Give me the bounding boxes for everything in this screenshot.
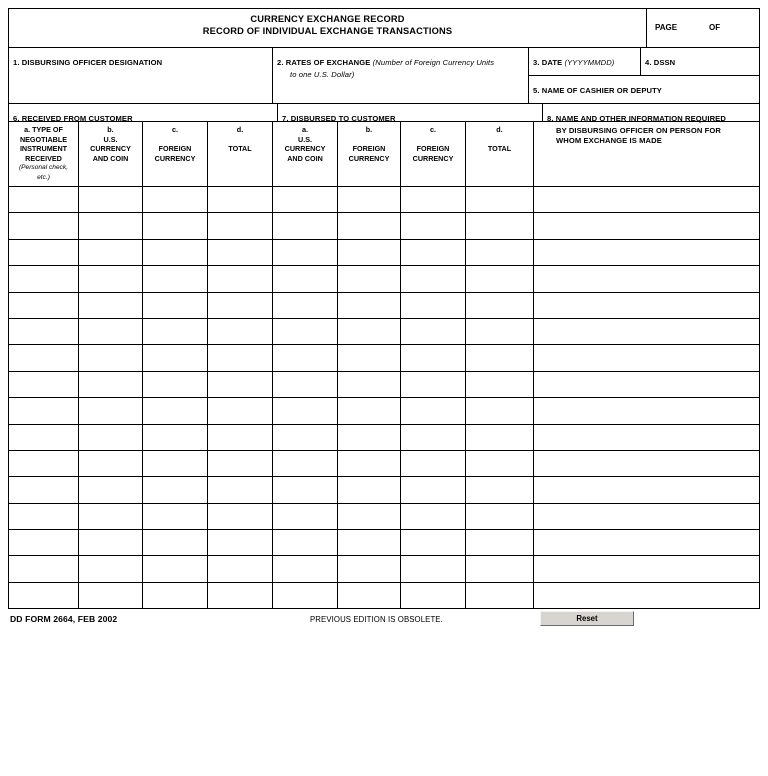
cell-received_foreign[interactable] (143, 372, 208, 397)
cell-received_type[interactable] (9, 240, 79, 265)
column-header-received-type (9, 122, 79, 186)
cell-received_total[interactable] (208, 583, 273, 608)
section-7-disbursed-to-customer (278, 104, 543, 121)
cell-received_total[interactable] (208, 425, 273, 450)
cell-received_us[interactable] (79, 372, 143, 397)
cell-person_info[interactable] (534, 213, 759, 238)
column-header-disbursed-us-currency (273, 122, 338, 186)
column-header-line: FOREIGN (416, 144, 450, 154)
cell-received_foreign[interactable] (143, 530, 208, 555)
cell-disbursed_foreign1[interactable] (338, 504, 401, 529)
blocks-3-4-row (529, 48, 759, 76)
table-row (9, 293, 759, 319)
field-disbursing-officer-designation[interactable] (9, 48, 273, 103)
cell-disbursed_foreign1[interactable] (338, 398, 401, 423)
cell-disbursed_total[interactable] (466, 266, 534, 291)
cell-person_info[interactable] (534, 504, 759, 529)
cell-disbursed_us[interactable] (273, 530, 338, 555)
cell-disbursed_total[interactable] (466, 477, 534, 502)
previous-edition-note: PREVIOUS EDITION IS OBSOLETE. (310, 615, 443, 625)
cell-disbursed_us[interactable] (273, 266, 338, 291)
block-2-number: 2. (277, 58, 284, 67)
section-8-person-information (543, 104, 759, 145)
cell-person_info[interactable] (534, 319, 759, 344)
cell-disbursed_total[interactable] (466, 504, 534, 529)
cell-received_us[interactable] (79, 477, 143, 502)
page-of-cell[interactable] (647, 9, 759, 47)
cell-received_type[interactable] (9, 213, 79, 238)
block-4-number: 4. (645, 58, 652, 67)
column-letter-a1: a. (24, 125, 31, 134)
cell-received_type[interactable] (9, 530, 79, 555)
form-title-line-2: RECORD OF INDIVIDUAL EXCHANGE TRANSACTIONS (202, 26, 453, 36)
cell-disbursed_foreign2[interactable] (401, 240, 466, 265)
table-row (9, 451, 759, 477)
cell-received_us[interactable] (79, 504, 143, 529)
cell-disbursed_total[interactable] (466, 556, 534, 581)
column-letter-d1: d. (236, 125, 244, 134)
cell-disbursed_foreign1[interactable] (338, 556, 401, 581)
cell-received_foreign[interactable] (143, 266, 208, 291)
table-row (9, 345, 759, 371)
cell-received_total[interactable] (208, 504, 273, 529)
cell-disbursed_foreign1[interactable] (338, 293, 401, 318)
cell-disbursed_total[interactable] (466, 451, 534, 476)
column-header-paren-line-1: (Personal check, (18, 164, 69, 172)
cell-disbursed_foreign2[interactable] (401, 398, 466, 423)
cell-received_foreign[interactable] (143, 240, 208, 265)
cell-received_total[interactable] (208, 556, 273, 581)
column-header-band (9, 122, 759, 187)
cell-received_total[interactable] (208, 372, 273, 397)
blocks-3-4-5-group (529, 48, 759, 103)
block-5-number: 5. (533, 86, 540, 95)
block-8-number: 8. (547, 114, 554, 123)
block-6-label: RECEIVED FROM CUSTOMER (21, 114, 133, 123)
cell-person_info[interactable] (534, 398, 759, 423)
cell-received_us[interactable] (79, 293, 143, 318)
cell-disbursed_us[interactable] (273, 451, 338, 476)
cell-received_us[interactable] (79, 583, 143, 608)
cell-person_info[interactable] (534, 425, 759, 450)
cell-received_type[interactable] (9, 583, 79, 608)
block-2-label: RATES OF EXCHANGE (285, 58, 371, 67)
cell-disbursed_us[interactable] (273, 345, 338, 370)
table-row (9, 240, 759, 266)
column-letter-c1: c. (172, 125, 178, 134)
block-3-hint: (YYYYMMDD) (564, 58, 615, 67)
cell-disbursed_us[interactable] (273, 187, 338, 212)
cell-disbursed_total[interactable] (466, 583, 534, 608)
cell-disbursed_foreign2[interactable] (401, 425, 466, 450)
cell-received_total[interactable] (208, 319, 273, 344)
cell-received_total[interactable] (208, 530, 273, 555)
table-row (9, 266, 759, 292)
table-row (9, 504, 759, 530)
page-label: PAGE (655, 23, 678, 32)
cell-disbursed_us[interactable] (273, 556, 338, 581)
cell-disbursed_foreign2[interactable] (401, 213, 466, 238)
cell-received_foreign[interactable] (143, 425, 208, 450)
cell-disbursed_us[interactable] (273, 398, 338, 423)
cell-disbursed_foreign2[interactable] (401, 451, 466, 476)
cell-received_type[interactable] (9, 556, 79, 581)
cell-disbursed_foreign1[interactable] (338, 187, 401, 212)
column-header-disbursed-foreign-currency-2 (401, 122, 466, 186)
cell-person_info[interactable] (534, 372, 759, 397)
cell-received_total[interactable] (208, 345, 273, 370)
column-header-line: RECEIVED (25, 153, 62, 163)
cell-received_us[interactable] (79, 556, 143, 581)
cell-disbursed_total[interactable] (466, 293, 534, 318)
cell-received_type[interactable] (9, 398, 79, 423)
column-header-disbursed-total (466, 122, 534, 186)
block-6-number: 6. (13, 114, 20, 123)
column-header-line: CURRENCY (154, 153, 196, 163)
block-2-hint-line-2: to one U.S. Dollar) (290, 70, 355, 79)
column-header-line: U.S. (103, 134, 118, 144)
column-header-line: TOTAL (487, 144, 512, 154)
cell-received_foreign[interactable] (143, 319, 208, 344)
column-header-line: INSTRUMENT (19, 144, 68, 154)
cell-disbursed_us[interactable] (273, 319, 338, 344)
block-7-label: DISBURSED TO CUSTOMER (290, 114, 396, 123)
block-3-number: 3. (533, 58, 540, 67)
cell-received_total[interactable] (208, 477, 273, 502)
cell-disbursed_foreign1[interactable] (338, 477, 401, 502)
cell-disbursed_foreign1[interactable] (338, 372, 401, 397)
cell-received_total[interactable] (208, 266, 273, 291)
cell-disbursed_foreign2[interactable] (401, 345, 466, 370)
transaction-rows (9, 187, 759, 608)
table-row (9, 398, 759, 424)
cell-received_us[interactable] (79, 530, 143, 555)
column-letter-c2: c. (430, 125, 436, 134)
cell-disbursed_us[interactable] (273, 372, 338, 397)
cell-disbursed_us[interactable] (273, 504, 338, 529)
cell-disbursed_total[interactable] (466, 187, 534, 212)
cell-disbursed_foreign2[interactable] (401, 187, 466, 212)
cell-received_type[interactable] (9, 293, 79, 318)
cell-disbursed_foreign1[interactable] (338, 583, 401, 608)
cell-disbursed_us[interactable] (273, 583, 338, 608)
column-header-line: AND COIN (92, 153, 129, 163)
cell-received_total[interactable] (208, 451, 273, 476)
cell-received_foreign[interactable] (143, 477, 208, 502)
field-rates-of-exchange[interactable] (273, 48, 529, 103)
field-name-of-cashier-or-deputy[interactable] (529, 76, 759, 103)
column-header-line: TOTAL (228, 144, 252, 154)
column-header-received-total (208, 122, 273, 186)
cell-received_us[interactable] (79, 451, 143, 476)
cell-received_total[interactable] (208, 398, 273, 423)
table-row (9, 213, 759, 239)
cell-person_info[interactable] (534, 266, 759, 291)
column-letter-a2: a. (302, 125, 308, 134)
form-title-block (9, 9, 647, 47)
cell-received_type[interactable] (9, 266, 79, 291)
cell-received_foreign[interactable] (143, 583, 208, 608)
column-header-line: TYPE OF (32, 125, 63, 134)
cell-disbursed_foreign1[interactable] (338, 451, 401, 476)
column-header-received-us-currency (79, 122, 143, 186)
cell-disbursed_foreign1[interactable] (338, 240, 401, 265)
table-row (9, 372, 759, 398)
column-header-line: CURRENCY (412, 153, 454, 163)
dd-form-2664 (8, 8, 760, 633)
cell-person_info[interactable] (534, 187, 759, 212)
column-header-line: CURRENCY (90, 144, 131, 154)
cell-received_us[interactable] (79, 266, 143, 291)
form-body (8, 8, 760, 609)
column-header-person-information (534, 122, 759, 186)
table-row (9, 187, 759, 213)
cell-received_foreign[interactable] (143, 451, 208, 476)
cell-disbursed_foreign1[interactable] (338, 530, 401, 555)
cell-received_type[interactable] (9, 504, 79, 529)
cell-person_info[interactable] (534, 477, 759, 502)
table-row (9, 530, 759, 556)
cell-disbursed_us[interactable] (273, 477, 338, 502)
cell-disbursed_total[interactable] (466, 240, 534, 265)
field-date[interactable] (529, 48, 641, 75)
cell-received_type[interactable] (9, 187, 79, 212)
cell-disbursed_foreign2[interactable] (401, 556, 466, 581)
cell-disbursed_foreign2[interactable] (401, 530, 466, 555)
cell-received_total[interactable] (208, 293, 273, 318)
cell-disbursed_total[interactable] (466, 530, 534, 555)
column-header-line: FOREIGN (158, 144, 192, 154)
cell-disbursed_foreign1[interactable] (338, 345, 401, 370)
cell-disbursed_total[interactable] (466, 425, 534, 450)
cell-received_type[interactable] (9, 372, 79, 397)
cell-disbursed_us[interactable] (273, 425, 338, 450)
cell-received_foreign[interactable] (143, 345, 208, 370)
column-letter-b1: b. (107, 125, 114, 134)
cell-disbursed_foreign1[interactable] (338, 425, 401, 450)
column-letter-d2: d. (496, 125, 503, 134)
cell-person_info[interactable] (534, 556, 759, 581)
block-1-label: DISBURSING OFFICER DESIGNATION (21, 58, 163, 67)
form-title-line-1: CURRENCY EXCHANGE RECORD (250, 14, 405, 24)
cell-person_info[interactable] (534, 293, 759, 318)
cell-person_info[interactable] (534, 583, 759, 608)
block-8-label-line-2: BY DISBURSING OFFICER ON PERSON FOR (556, 126, 721, 135)
block-2-hint-line-1: (Number of Foreign Currency Units (372, 58, 495, 67)
block-8-label-line-1: NAME AND OTHER INFORMATION REQUIRED (555, 114, 726, 123)
cell-received_type[interactable] (9, 425, 79, 450)
cell-received_total[interactable] (208, 213, 273, 238)
cell-person_info[interactable] (534, 530, 759, 555)
cell-received_type[interactable] (9, 319, 79, 344)
column-header-line: U.S. (298, 134, 312, 144)
form-footer (8, 609, 760, 633)
cell-person_info[interactable] (534, 240, 759, 265)
cell-received_us[interactable] (79, 398, 143, 423)
form-title-band (9, 9, 759, 48)
cell-received_us[interactable] (79, 319, 143, 344)
cell-disbursed_foreign1[interactable] (338, 266, 401, 291)
cell-disbursed_total[interactable] (466, 213, 534, 238)
cell-disbursed_foreign2[interactable] (401, 583, 466, 608)
table-row (9, 556, 759, 582)
cell-received_us[interactable] (79, 240, 143, 265)
cell-disbursed_foreign2[interactable] (401, 372, 466, 397)
table-row (9, 425, 759, 451)
cell-disbursed_foreign2[interactable] (401, 293, 466, 318)
column-header-line: CURRENCY (284, 144, 326, 154)
block-7-number: 7. (282, 114, 289, 123)
table-row (9, 319, 759, 345)
cell-disbursed_us[interactable] (273, 240, 338, 265)
cell-disbursed_foreign2[interactable] (401, 504, 466, 529)
cell-disbursed_total[interactable] (466, 372, 534, 397)
form-identifier: DD FORM 2664, FEB 2002 (10, 614, 118, 625)
cell-received_us[interactable] (79, 213, 143, 238)
cell-received_type[interactable] (9, 451, 79, 476)
cell-received_us[interactable] (79, 187, 143, 212)
table-row (9, 583, 759, 608)
column-header-paren-line-2: etc.) (37, 173, 50, 181)
table-row (9, 477, 759, 503)
cell-person_info[interactable] (534, 345, 759, 370)
identification-band (9, 48, 759, 104)
block-8-label-line-3: WHOM EXCHANGE IS MADE (556, 136, 662, 145)
column-header-line: CURRENCY (348, 153, 390, 163)
column-header-received-foreign-currency (143, 122, 208, 186)
cell-disbursed_us[interactable] (273, 213, 338, 238)
block-4-label: DSSN (653, 58, 676, 67)
section-6-received-from-customer (9, 104, 278, 121)
cell-disbursed_foreign1[interactable] (338, 213, 401, 238)
cell-received_foreign[interactable] (143, 187, 208, 212)
block-5-label: NAME OF CASHIER OR DEPUTY (541, 86, 662, 95)
cell-disbursed_foreign2[interactable] (401, 319, 466, 344)
cell-received_type[interactable] (9, 345, 79, 370)
cell-disbursed_foreign2[interactable] (401, 477, 466, 502)
cell-person_info[interactable] (534, 451, 759, 476)
cell-disbursed_foreign2[interactable] (401, 266, 466, 291)
cell-received_us[interactable] (79, 345, 143, 370)
cell-disbursed_total[interactable] (466, 345, 534, 370)
cell-received_foreign[interactable] (143, 556, 208, 581)
block-3-label: DATE (541, 58, 563, 67)
cell-received_type[interactable] (9, 477, 79, 502)
field-dssn[interactable] (641, 48, 759, 75)
cell-received_total[interactable] (208, 240, 273, 265)
column-header-line: NEGOTIABLE (19, 134, 68, 144)
column-header-disbursed-foreign-currency-1 (338, 122, 401, 186)
cell-disbursed_foreign1[interactable] (338, 319, 401, 344)
cell-received_foreign[interactable] (143, 504, 208, 529)
column-header-line: AND COIN (287, 153, 323, 163)
cell-received_foreign[interactable] (143, 293, 208, 318)
cell-received_foreign[interactable] (143, 213, 208, 238)
column-letter-b2: b. (365, 125, 373, 134)
cell-received_total[interactable] (208, 187, 273, 212)
cell-disbursed_total[interactable] (466, 319, 534, 344)
cell-disbursed_total[interactable] (466, 398, 534, 423)
block-1-number: 1. (13, 58, 20, 67)
cell-received_foreign[interactable] (143, 398, 208, 423)
cell-received_us[interactable] (79, 425, 143, 450)
reset-button[interactable]: Reset (540, 611, 634, 626)
column-header-line: FOREIGN (352, 144, 386, 154)
cell-disbursed_us[interactable] (273, 293, 338, 318)
of-label: OF (709, 23, 721, 32)
